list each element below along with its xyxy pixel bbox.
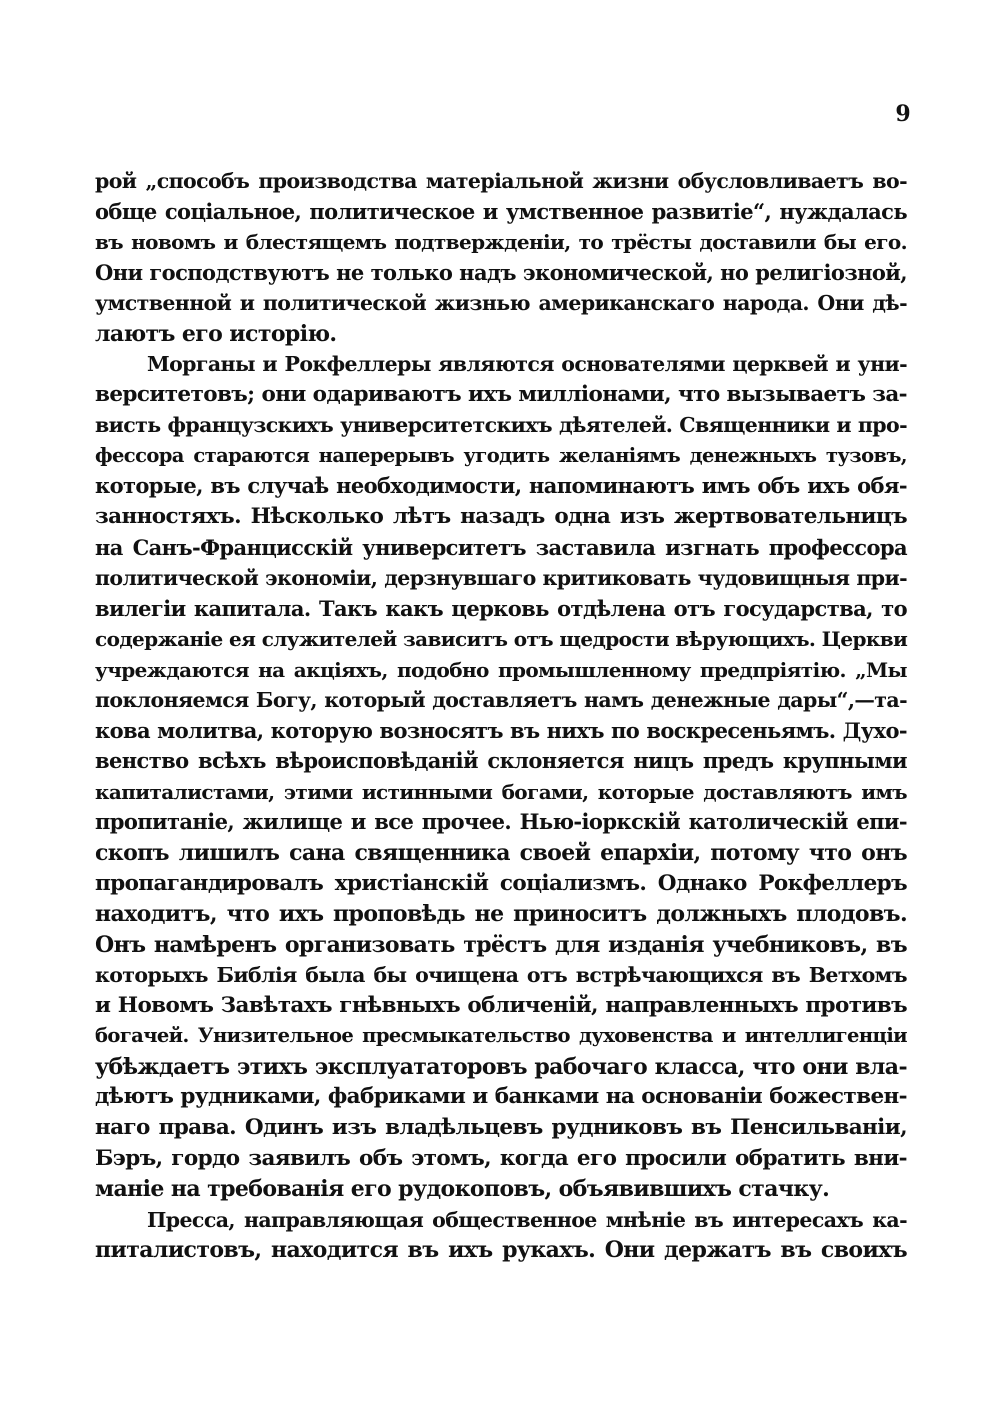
text-line: пропагандировалъ христіанскій соціализмъ. Однако Рокфеллеръ bbox=[95, 870, 907, 896]
text-line: наго права. Одинъ изъ владѣльцевъ рудниковъ въ Пенсильваніи, bbox=[95, 1114, 907, 1140]
paragraph-3 bbox=[95, 1205, 907, 1266]
body-text bbox=[95, 166, 907, 1266]
text-line: политической экономіи, дерзнувшаго критиковать чудовищныя при- bbox=[95, 566, 907, 591]
page-number: 9 bbox=[895, 101, 911, 127]
text-line: Они господствуютъ не только надъ экономической, но религіозной, bbox=[95, 259, 907, 285]
text-line: убѣждаетъ этихъ эксплуататоровъ рабочаго класса, что они вла- bbox=[95, 1053, 907, 1080]
paragraph-2 bbox=[95, 349, 907, 1204]
text-line: пропитаніе, жилище и все прочее. Нью-іоркскій католическій епи- bbox=[95, 809, 907, 835]
text-line: маніе на требованія его рудокоповъ, объявившихъ стачку. bbox=[95, 1176, 830, 1203]
text-line: венство всѣхъ вѣроисповѣданій склоняется ницъ предъ крупными bbox=[95, 748, 907, 774]
text-line: въ новомъ и блестящемъ подтвержденіи, то трёсты доставили бы его. bbox=[95, 230, 907, 255]
text-line: висть французскихъ университетскихъ дѣятелей. Священники и про- bbox=[95, 413, 907, 438]
text-line: Бэръ, гордо заявилъ объ этомъ, когда его просили обратить вни- bbox=[95, 1145, 907, 1171]
text-line: которые, въ случаѣ необходимости, напоминаютъ имъ объ ихъ обя- bbox=[95, 473, 907, 499]
text-line: на Санъ-Францисскій университетъ заставила изгнать профессора bbox=[95, 534, 907, 560]
text-line: обще соціальное, политическое и умственное развитіе“, нуждалась bbox=[95, 198, 907, 224]
text-line: верситетовъ; они одариваютъ ихъ милліонами, что вызываетъ за- bbox=[95, 381, 907, 407]
text-line: содержаніе ея служителей зависитъ отъ щедрости вѣрующихъ. Церкви bbox=[95, 627, 908, 652]
text-line: кова молитва, которую возносятъ въ нихъ по воскресеньямъ. Духо- bbox=[95, 717, 907, 743]
text-line: капиталистами, этими истинными богами, которые доставляютъ имъ bbox=[95, 779, 907, 804]
text-line: рой „способъ производства матеріальной жизни обусловливаетъ во- bbox=[95, 169, 907, 193]
text-line: поклоняемся Богу, который доставляетъ намъ денежные дары“,—та- bbox=[95, 688, 907, 713]
text-line: умственной и политической жизнью американскаго народа. Они дѣ- bbox=[95, 291, 907, 316]
paragraph-1 bbox=[95, 166, 907, 349]
text-line: Морганы и Рокфеллеры являются основателями церквей и уни- bbox=[147, 352, 907, 377]
text-line: дѣютъ рудниками, фабриками и банками на основаніи божествен- bbox=[95, 1084, 907, 1110]
text-line: вилегіи капитала. Такъ какъ церковь отдѣлена отъ государства, то bbox=[95, 595, 907, 621]
text-line: фессора стараются наперерывъ угодить желаніямъ денежныхъ тузовъ, bbox=[95, 443, 907, 467]
text-line: находитъ, что ихъ проповѣдь не приноситъ должныхъ плодовъ. bbox=[95, 901, 907, 928]
text-line: богачей. Унизительное пресмыкательство духовенства и интеллигенціи bbox=[95, 1024, 907, 1048]
text-line: которыхъ Библія была бы очищена отъ встрѣчающихся въ Ветхомъ bbox=[95, 963, 907, 988]
text-line: скопъ лишилъ сана священника своей епархіи, потому что онъ bbox=[95, 840, 907, 867]
text-line: лаютъ его исторію. bbox=[95, 320, 337, 347]
text-line: питалистовъ, находится въ ихъ рукахъ. Они держатъ въ своихъ bbox=[95, 1237, 907, 1264]
text-line: учреждаются на акціяхъ, подобно промышленному предпріятію. „Мы bbox=[95, 657, 907, 682]
text-line: Пресса, направляющая общественное мнѣніе въ интересахъ ка- bbox=[147, 1207, 907, 1232]
text-line: занностяхъ. Нѣсколько лѣтъ назадъ одна изъ жертвовательницъ bbox=[95, 504, 907, 530]
text-line: Онъ намѣренъ организовать трёстъ для изданія учебниковъ, въ bbox=[95, 931, 907, 958]
text-line: и Новомъ Завѣтахъ гнѣвныхъ обличеній, направленныхъ противъ bbox=[95, 992, 907, 1018]
